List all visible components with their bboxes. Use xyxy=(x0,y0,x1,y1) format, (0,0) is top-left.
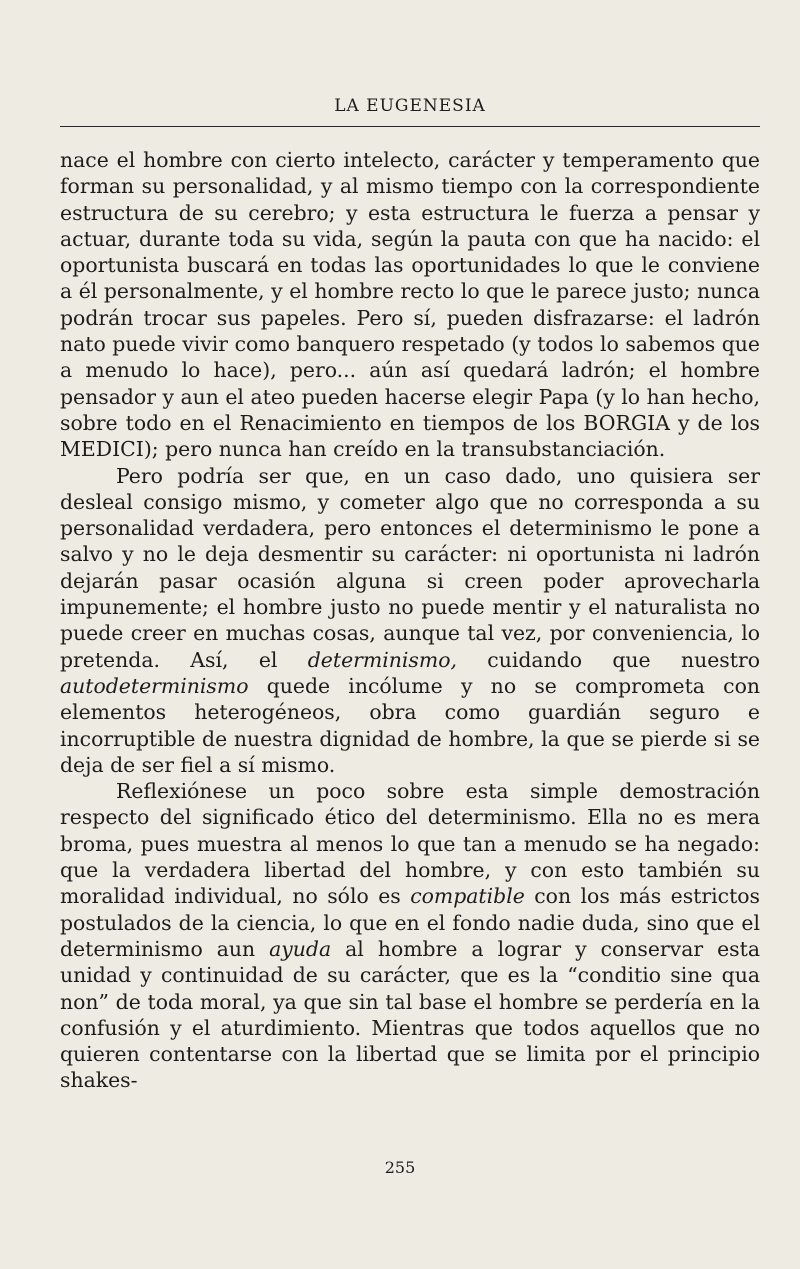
paragraph xyxy=(60,778,760,1094)
header-rule xyxy=(60,126,760,127)
paragraph xyxy=(60,147,760,463)
italic-term: compatible xyxy=(410,884,525,909)
text-run: con los más estrictos postulados de la ciencia, lo que en el fondo nadie duda, sino que el determinismo aun xyxy=(60,884,761,961)
italic-term: determinismo, xyxy=(307,647,457,672)
text-run: cuidando que nuestro xyxy=(456,647,760,672)
text-run: Pero podría ser que, en un caso dado, uno quisiera ser desleal consigo mismo, y cometer algo que no corresponda a su personalidad verdadera, pero entonces el determinismo le pone a salvo y no le deja desmentir su carácter: ni oportunista ni ladrón dejarán pasar ocasión alguna si creen poder aprovecharla impunemente; el hombre justo no puede mentir y el naturalista no puede creer en muchas cosas, aunque tal vez, por conveniencia, lo pretenda. Así, el xyxy=(60,463,760,672)
body-text xyxy=(60,147,760,1094)
italic-term: ayuda xyxy=(269,936,332,961)
text-run: nace el hombre con cierto intelecto, carácter y temperamento que forman su personalidad, y al mismo tiempo con la correspondiente estructura de su cerebro; y esta estructura le fuerza a pensar y actuar, durante toda su vida, según la pauta con que ha nacido: el oportunista buscará en todas las oportunidades lo que le conviene a él personalmente, y el hombre recto lo que le parece justo; nunca podrán trocar sus papeles. Pero sí, pueden disfrazarse: el ladrón nato puede vivir como banquero respetado (y todos lo sabemos que a menudo lo hace), pero... aún así quedará ladrón; el hombre pensador y aun el ateo pueden hacerse elegir Papa (y lo han hecho, sobre todo en el Renacimiento en tiempos de los BORGIA y de los MEDICI); pero nunca han creído en la transubstanciación. xyxy=(60,148,760,462)
text-run: al hombre a lograr y conservar esta unidad y continuidad de su carácter, que es la “conditio sine qua non” de toda moral, ya que sin tal base el hombre se perdería en la confusión y el aturdimiento. Mientras que todos aquellos que no quieren contentarse con la libertad que se limita por el principio shakes- xyxy=(60,936,760,1093)
paragraph xyxy=(60,463,760,779)
running-head: LA EUGENESIA xyxy=(334,96,486,116)
italic-term: autodeterminismo xyxy=(60,673,249,698)
text-run: Reflexiónese un poco sobre esta simple demostración respecto del significado ético del determinismo. Ella no es mera broma, pues muestra al menos lo que tan a menudo se ha negado: que la verdadera libertad del hombre, y con esto también su moralidad individual, no sólo es xyxy=(60,779,760,909)
text-run: quede incólume y no se comprometa con elementos heterogéneos, obra como guardián seguro e incorruptible de nuestra dignidad de hombre, la que se pierde si se deja de ser fiel a sí mismo. xyxy=(60,673,760,777)
page-number: 255 xyxy=(384,1158,416,1177)
